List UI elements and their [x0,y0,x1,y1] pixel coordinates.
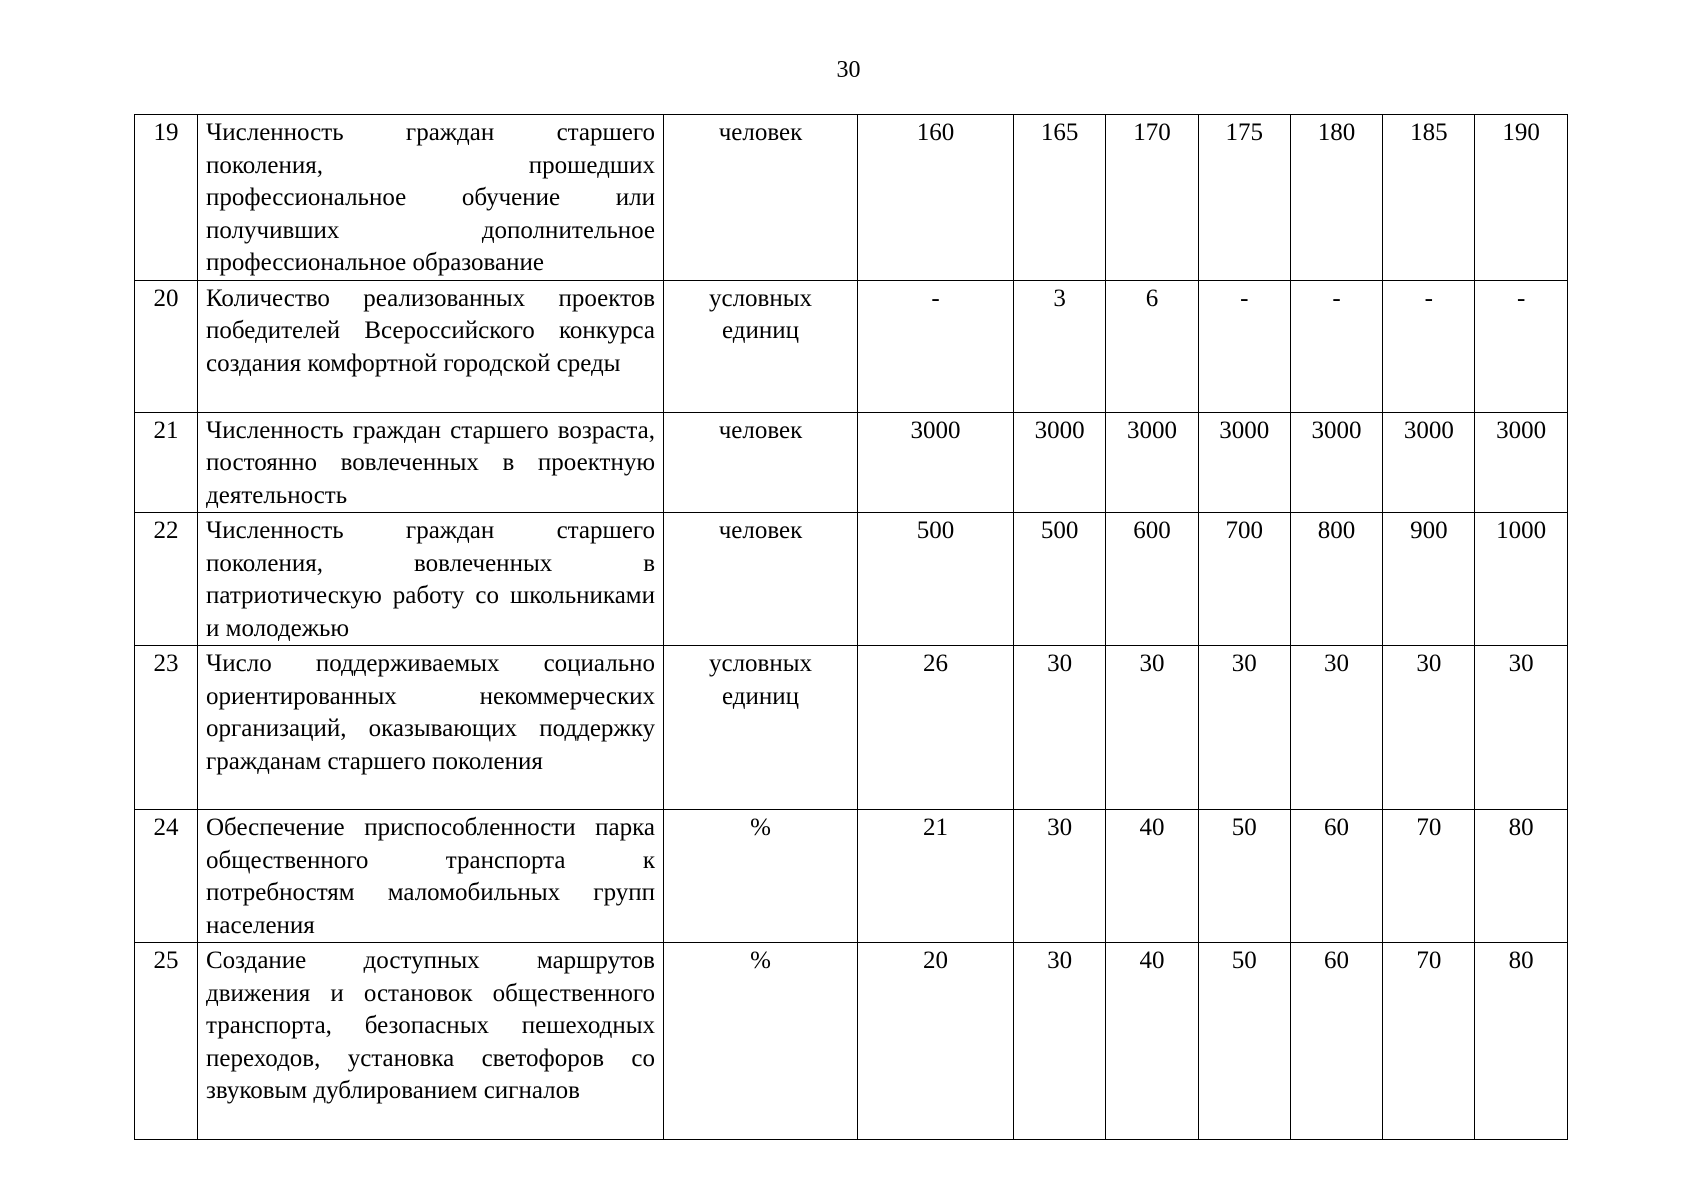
value-cell: 30 [1014,943,1106,1140]
indicator-name: Число поддерживаемых социально ориентированных некоммерческих организаций, оказывающих поддержку гражданам старшего поколения [198,646,664,810]
value-cell: 40 [1106,943,1198,1140]
table-row [135,646,1568,810]
unit-cell: условных единиц [664,646,858,810]
row-number: 22 [135,513,198,646]
value-cell: 190 [1475,115,1567,281]
value-cell: - [1198,280,1290,412]
unit-cell: человек [664,412,858,513]
value-cell: 70 [1383,810,1475,943]
indicator-name: Численность граждан старшего поколения, прошедших профессиональное обучение или получивших дополнительное профессиональное образование [198,115,664,281]
value-cell: 3 [1014,280,1106,412]
value-cell: 40 [1106,810,1198,943]
row-number: 25 [135,943,198,1140]
value-cell: 800 [1290,513,1382,646]
value-cell: 900 [1383,513,1475,646]
value-cell: 3000 [1106,412,1198,513]
value-cell: 60 [1290,810,1382,943]
value-cell: 3000 [1475,412,1567,513]
value-cell: 3000 [1198,412,1290,513]
value-cell: - [1290,280,1382,412]
indicator-name: Обеспечение приспособленности парка общественного транспорта к потребностям маломобильных групп населения [198,810,664,943]
indicators-table [134,114,1568,1140]
value-cell: 50 [1198,943,1290,1140]
value-cell: 30 [1198,646,1290,810]
value-cell: 3000 [858,412,1014,513]
unit-cell: человек [664,513,858,646]
value-cell: 600 [1106,513,1198,646]
value-cell: 80 [1475,943,1567,1140]
value-cell: 3000 [1290,412,1382,513]
value-cell: 500 [858,513,1014,646]
value-cell: 21 [858,810,1014,943]
unit-cell: % [664,810,858,943]
row-number: 23 [135,646,198,810]
value-cell: - [1475,280,1567,412]
value-cell: 700 [1198,513,1290,646]
page-number: 30 [836,57,861,83]
table-row [135,412,1568,513]
value-cell: 175 [1198,115,1290,281]
indicator-name: Создание доступных маршрутов движения и остановок общественного транспорта, безопасных пешеходных переходов, установка светофоров со звуковым дублированием сигналов [198,943,664,1140]
value-cell: 185 [1383,115,1475,281]
unit-cell: человек [664,115,858,281]
value-cell: 60 [1290,943,1382,1140]
value-cell: 170 [1106,115,1198,281]
value-cell: 3000 [1383,412,1475,513]
value-cell: 3000 [1014,412,1106,513]
unit-cell: условных единиц [664,280,858,412]
value-cell: 500 [1014,513,1106,646]
table-row [135,943,1568,1140]
value-cell: 26 [858,646,1014,810]
value-cell: 70 [1383,943,1475,1140]
value-cell: 30 [1014,646,1106,810]
value-cell: - [1383,280,1475,412]
value-cell: 20 [858,943,1014,1140]
unit-cell: % [664,943,858,1140]
row-number: 20 [135,280,198,412]
indicator-name: Численность граждан старшего возраста, постоянно вовлеченных в проектную деятельность [198,412,664,513]
value-cell: 160 [858,115,1014,281]
value-cell: 30 [1290,646,1382,810]
table-row [135,280,1568,412]
indicator-name: Количество реализованных проектов победителей Всероссийского конкурса создания комфортной городской среды [198,280,664,412]
table-row [135,810,1568,943]
value-cell: 30 [1383,646,1475,810]
value-cell: 30 [1106,646,1198,810]
value-cell: 30 [1475,646,1567,810]
value-cell: 30 [1014,810,1106,943]
value-cell: - [858,280,1014,412]
value-cell: 180 [1290,115,1382,281]
value-cell: 50 [1198,810,1290,943]
value-cell: 165 [1014,115,1106,281]
value-cell: 6 [1106,280,1198,412]
row-number: 21 [135,412,198,513]
table-row [135,513,1568,646]
value-cell: 80 [1475,810,1567,943]
indicator-name: Численность граждан старшего поколения, вовлеченных в патриотическую работу со школьниками и молодежью [198,513,664,646]
table-row [135,115,1568,281]
value-cell: 1000 [1475,513,1567,646]
row-number: 24 [135,810,198,943]
row-number: 19 [135,115,198,281]
